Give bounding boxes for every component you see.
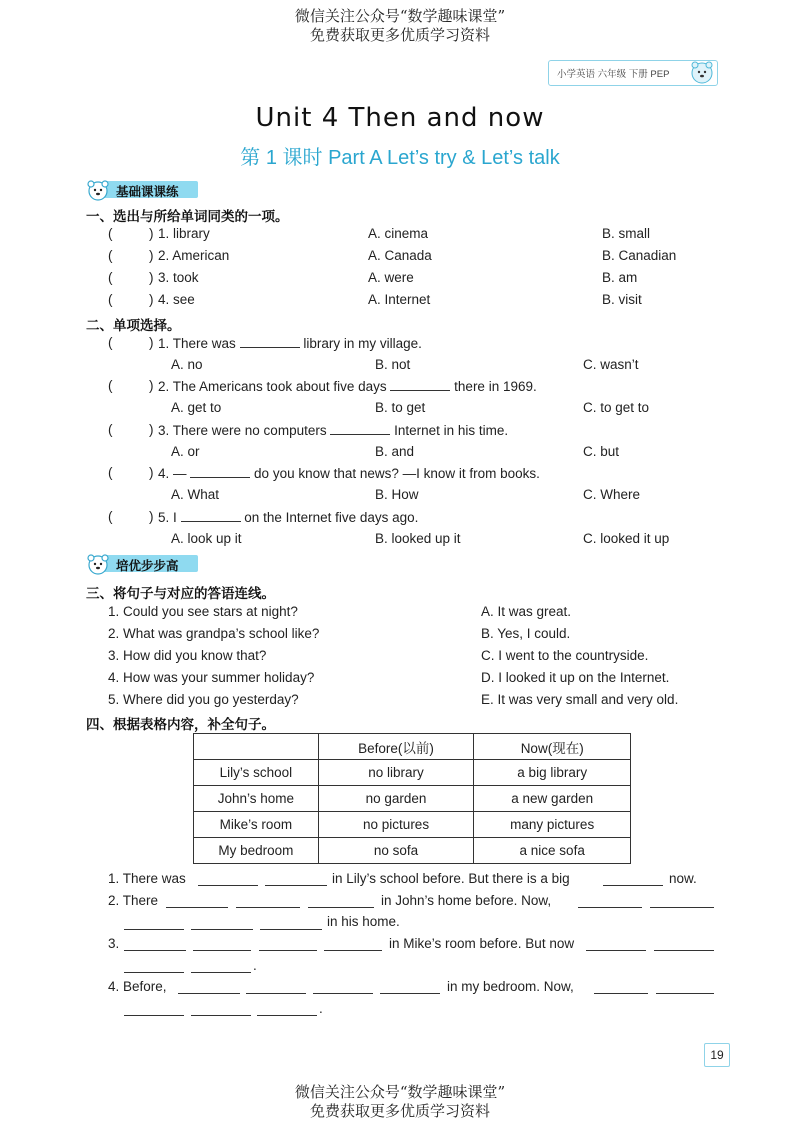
question-text-start: 1. There was (158, 336, 236, 351)
option-b: B. am (602, 270, 638, 285)
option-a: A. were (368, 270, 414, 285)
answer-blank[interactable] (246, 993, 306, 994)
answer-paren-open: ( (108, 270, 113, 285)
answer-blank[interactable] (166, 907, 228, 908)
answer-paren-close: ) (149, 335, 154, 350)
table-header-cell: Now(现在) (474, 734, 631, 760)
question-text-start: 4. — (158, 466, 187, 481)
table-header-row (194, 734, 631, 760)
answer-blank[interactable] (578, 907, 642, 908)
answer-paren-close: ) (149, 422, 154, 437)
answer-blank[interactable] (656, 993, 714, 994)
answer-blank[interactable] (124, 1015, 184, 1016)
answer-paren-close: ) (149, 248, 154, 263)
answer-paren-close: ) (149, 292, 154, 307)
answer-blank[interactable] (265, 885, 327, 886)
watermark-line1: 微信关注公众号“数学趣味课堂” (294, 7, 506, 25)
table-cell: no sofa (318, 838, 474, 864)
answer-blank[interactable] (260, 929, 322, 930)
answer-blank[interactable] (191, 929, 253, 930)
answer-blank[interactable] (191, 972, 251, 973)
option-a: A. Canada (368, 248, 432, 263)
option-a: A. cinema (368, 226, 429, 241)
watermark-line2: 免费获取更多优质学习资料 (309, 1102, 490, 1120)
sentence-text: . (253, 958, 257, 973)
book-badge (548, 60, 718, 86)
question-stem (158, 509, 418, 525)
table-cell: My bedroom (194, 838, 319, 864)
sentence-text: in Lily’s school before. But there is a big (332, 871, 570, 886)
option-a: A. no (171, 357, 203, 372)
option-b: B. looked up it (375, 531, 461, 546)
question-text-end: do you know that news? —I know it from books. (254, 466, 540, 481)
sentence-text: now. (669, 871, 697, 886)
question-text-start: 3. There were no computers (158, 423, 327, 438)
answer-blank[interactable] (308, 907, 374, 908)
sentence-text: in John’s home before. Now, (381, 893, 552, 908)
answer-blank[interactable] (380, 993, 440, 994)
answer-blank[interactable] (313, 993, 373, 994)
answer-blank[interactable] (181, 509, 241, 522)
section-tag-label: 培优步步高 (116, 559, 179, 573)
page-number: 19 (704, 1043, 730, 1067)
answer-blank[interactable] (124, 950, 186, 951)
question-text-start: 2. The Americans took about five days (158, 379, 387, 394)
option-b: B. small (602, 226, 651, 241)
answer-paren-close: ) (149, 465, 154, 480)
option-b: B. visit (602, 292, 642, 307)
question-word: 2. American (158, 248, 230, 263)
part3-heading: 三、将句子与对应的答语连线。 (86, 586, 275, 601)
answer-blank[interactable] (198, 885, 258, 886)
question-text-end: there in 1969. (454, 379, 537, 394)
part4-heading: 四、根据表格内容，补全句子。 (86, 717, 275, 732)
table-header-cell: Before(以前) (318, 734, 474, 760)
table-cell: no garden (318, 786, 474, 812)
sentence-text: in his home. (327, 914, 400, 929)
watermark-line2: 免费获取更多优质学习资料 (309, 26, 490, 44)
match-answer[interactable]: A. It was great. (481, 604, 572, 619)
bear-icon (86, 178, 112, 202)
table-cell: a nice sofa (474, 838, 631, 864)
answer-blank[interactable] (124, 929, 184, 930)
answer-blank[interactable] (603, 885, 663, 886)
question-stem (158, 335, 422, 351)
option-c: C. to get to (583, 400, 650, 415)
option-a: A. What (171, 487, 220, 502)
option-a: A. or (171, 444, 200, 459)
answer-paren-open: ( (108, 509, 113, 524)
answer-paren-open: ( (108, 422, 113, 437)
answer-blank[interactable] (586, 950, 646, 951)
answer-blank[interactable] (193, 950, 251, 951)
answer-blank[interactable] (240, 335, 300, 348)
answer-paren-open: ( (108, 465, 113, 480)
match-answer[interactable]: D. I looked it up on the Internet. (481, 670, 670, 685)
table-row (194, 786, 631, 812)
sentence-text: 1. There was (108, 871, 186, 886)
option-c: C. looked it up (583, 531, 670, 546)
sentence-text: . (319, 1001, 323, 1016)
table-header-cell (194, 734, 319, 760)
section-tag-advanced (86, 552, 200, 574)
badge-text: 小学英语 六年级 下册 PEP (557, 69, 670, 80)
option-c: C. but (583, 444, 620, 459)
answer-paren-close: ) (149, 378, 154, 393)
sentence-text: 2. There (108, 893, 159, 908)
watermark-line1: 微信关注公众号“数学趣味课堂” (294, 1083, 506, 1101)
answer-blank[interactable] (650, 907, 714, 908)
question-word: 1. library (158, 226, 210, 241)
answer-paren-close: ) (149, 509, 154, 524)
section-tag-basic (86, 178, 200, 200)
answer-blank[interactable] (654, 950, 714, 951)
answer-blank[interactable] (190, 465, 250, 478)
answer-paren-close: ) (149, 226, 154, 241)
part2-heading: 二、单项选择。 (86, 318, 181, 333)
answer-blank[interactable] (236, 907, 300, 908)
match-question[interactable]: 4. How was your summer holiday? (108, 670, 315, 685)
question-text-end: library in my village. (303, 336, 422, 351)
sentence-text: 4. Before, (108, 979, 167, 994)
option-b: B. How (375, 487, 419, 502)
table-cell: Lily’s school (194, 760, 319, 786)
question-stem (158, 378, 537, 394)
answer-blank[interactable] (124, 972, 184, 973)
answer-blank[interactable] (191, 1015, 251, 1016)
table-cell: a big library (474, 760, 631, 786)
option-b: B. Canadian (602, 248, 677, 263)
answer-paren-open: ( (108, 335, 113, 350)
match-question[interactable]: 5. Where did you go yesterday? (108, 692, 299, 707)
question-stem (158, 422, 508, 438)
question-word: 3. took (158, 270, 199, 285)
option-b: B. to get (375, 400, 426, 415)
question-stem (158, 465, 540, 481)
table-row (194, 838, 631, 864)
bear-icon (689, 59, 715, 85)
match-answer[interactable]: E. It was very small and very old. (481, 692, 679, 707)
answer-blank[interactable] (594, 993, 648, 994)
option-b: B. not (375, 357, 411, 372)
answer-blank[interactable] (178, 993, 240, 994)
comparison-table (193, 733, 631, 864)
answer-blank[interactable] (390, 378, 450, 391)
table-cell: many pictures (474, 812, 631, 838)
table-cell: Mike’s room (194, 812, 319, 838)
option-a: A. get to (171, 400, 222, 415)
match-answer[interactable]: C. I went to the countryside. (481, 648, 649, 663)
part1-heading: 一、选出与所给单词同类的一项。 (86, 209, 289, 224)
table-cell: a new garden (474, 786, 631, 812)
option-b: B. and (375, 444, 415, 459)
answer-paren-open: ( (108, 248, 113, 263)
question-text-start: 5. I (158, 510, 177, 525)
table-cell: John’s home (194, 786, 319, 812)
question-word: 4. see (158, 292, 195, 307)
answer-blank[interactable] (259, 950, 317, 951)
answer-blank[interactable] (324, 950, 382, 951)
match-answer[interactable]: B. Yes, I could. (481, 626, 571, 641)
question-text-end: Internet in his time. (394, 423, 509, 438)
table-row (194, 760, 631, 786)
answer-blank[interactable] (257, 1015, 317, 1016)
question-text-end: on the Internet five days ago. (244, 510, 419, 525)
option-a: A. look up it (171, 531, 242, 546)
option-c: C. wasn’t (583, 357, 639, 372)
answer-paren-close: ) (149, 270, 154, 285)
sentence-text: in my bedroom. Now, (447, 979, 574, 994)
answer-paren-open: ( (108, 378, 113, 393)
match-question[interactable]: 1. Could you see stars at night? (108, 604, 298, 619)
section-tag-label: 基础课课练 (116, 185, 179, 199)
lesson-subtitle: 第 1 课时 Part A Let’s try & Let’s talk (240, 147, 560, 169)
option-c: C. Where (583, 487, 641, 502)
option-a: A. Internet (368, 292, 431, 307)
sentence-text: 3. (108, 936, 120, 951)
bear-icon (86, 552, 112, 576)
answer-paren-open: ( (108, 292, 113, 307)
page-title: Unit 4 Then and now (255, 103, 545, 133)
table-cell: no library (318, 760, 474, 786)
answer-paren-open: ( (108, 226, 113, 241)
match-question[interactable]: 3. How did you know that? (108, 648, 267, 663)
table-cell: no pictures (318, 812, 474, 838)
answer-blank[interactable] (330, 422, 390, 435)
match-question[interactable]: 2. What was grandpa’s school like? (108, 626, 320, 641)
sentence-text: in Mike’s room before. But now (389, 936, 575, 951)
table-row (194, 812, 631, 838)
